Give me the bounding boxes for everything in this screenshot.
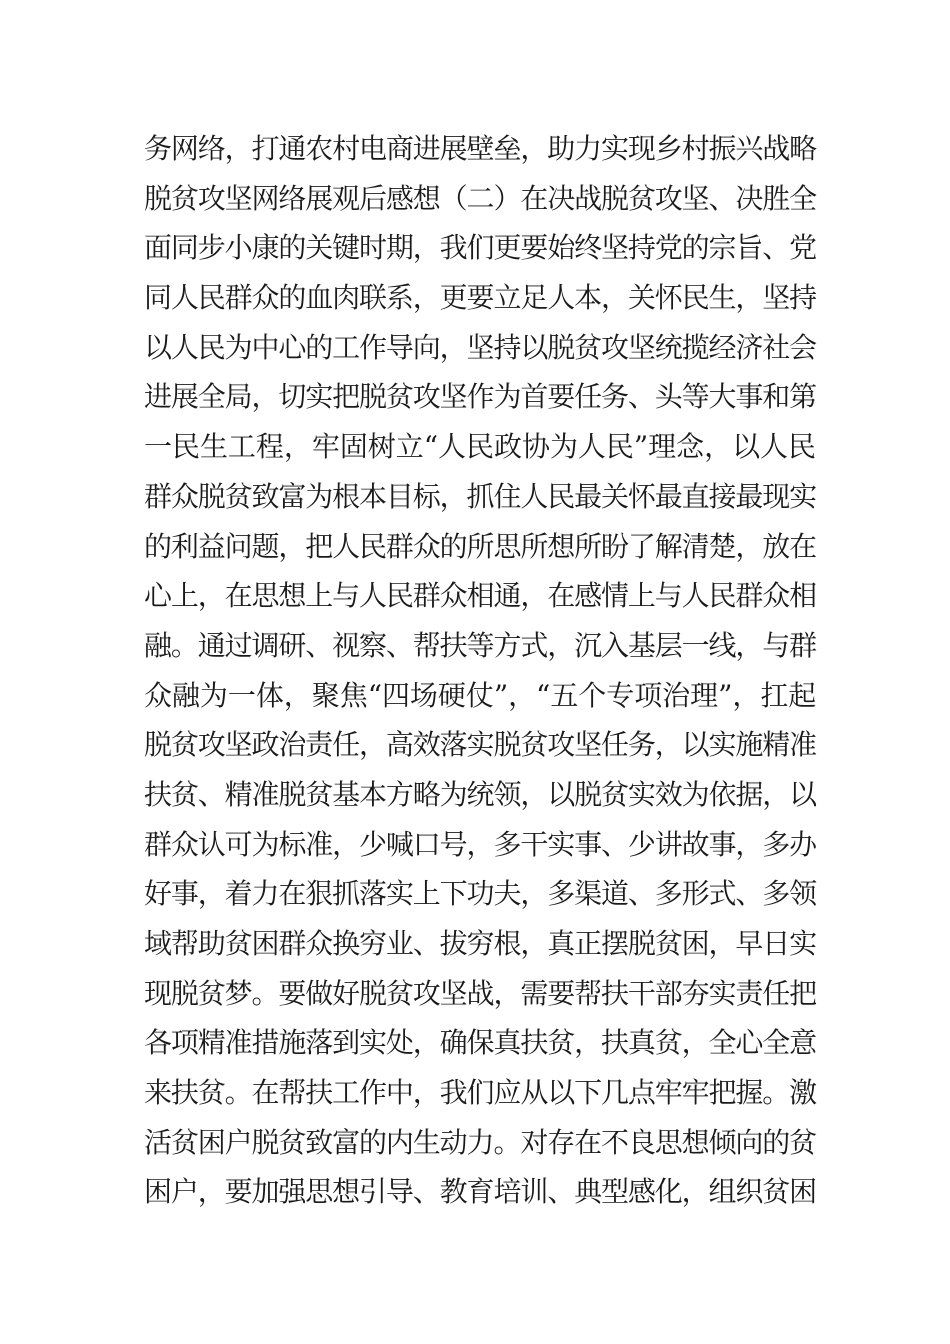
text-line: 群众认可为标准，少喊口号，多干实事、少讲故事，多办 [144,827,817,861]
text-line: 群众脱贫致富为根本目标，抓住人民最关怀最直接最现实 [144,479,817,513]
text-line: 域帮助贫困群众换穷业、拔穷根，真正摆脱贫困，早日实 [144,927,817,960]
text-line: 融。通过调研、视察、帮扶等方式，沉入基层一线，与群 [144,628,817,662]
text-line: 扶贫、精准脱贫基本方略为统领，以脱贫实效为依据，以 [144,777,817,811]
text-line: 心上，在思想上与人民群众相通，在感情上与人民群众相 [144,579,817,613]
text-line: 一民生工程，牢固树立“人民政协为人民”理念，以人民 [144,430,816,464]
text-line: 面同步小康的关键时期，我们更要始终坚持党的宗旨、党 [144,231,817,265]
body-text [144,124,816,1217]
text-line: 众融为一体，聚焦“四场硬仗”，“五个专项治理”，扛起 [144,678,817,712]
text-line: 各项精准措施落到实处，确保真扶贫，扶真贫，全心全意 [144,1026,817,1060]
text-line: 来扶贫。在帮扶工作中，我们应从以下几点牢牢把握。激 [144,1076,817,1110]
text-line: 脱贫攻坚网络展观后感想（二）在决战脱贫攻坚、决胜全 [144,181,817,215]
text-line: 现脱贫梦。要做好脱贫攻坚战，需要帮扶干部夯实责任把 [144,976,817,1010]
text-line: 的利益问题，把人民群众的所思所想所盼了解清楚，放在 [144,529,817,563]
text-line: 务网络，打通农村电商进展壁垒，助力实现乡村振兴战略 [144,132,817,165]
text-line: 困户，要加强思想引导、教育培训、典型感化，组织贫困 [144,1175,817,1209]
text-line: 活贫困户脱贫致富的内生动力。对存在不良思想倾向的贫 [144,1125,817,1159]
text-line: 以人民为中心的工作导向，坚持以脱贫攻坚统揽经济社会 [144,330,817,364]
text-line: 脱贫攻坚政治责任，高效落实脱贫攻坚任务，以实施精准 [144,728,817,762]
text-line: 同人民群众的血肉联系，更要立足人本，关怀民生，坚持 [144,281,817,315]
text-line: 好事，着力在狠抓落实上下功夫，多渠道、多形式、多领 [144,877,817,911]
text-line: 进展全局，切实把脱贫攻坚作为首要任务、头等大事和第 [144,380,817,414]
